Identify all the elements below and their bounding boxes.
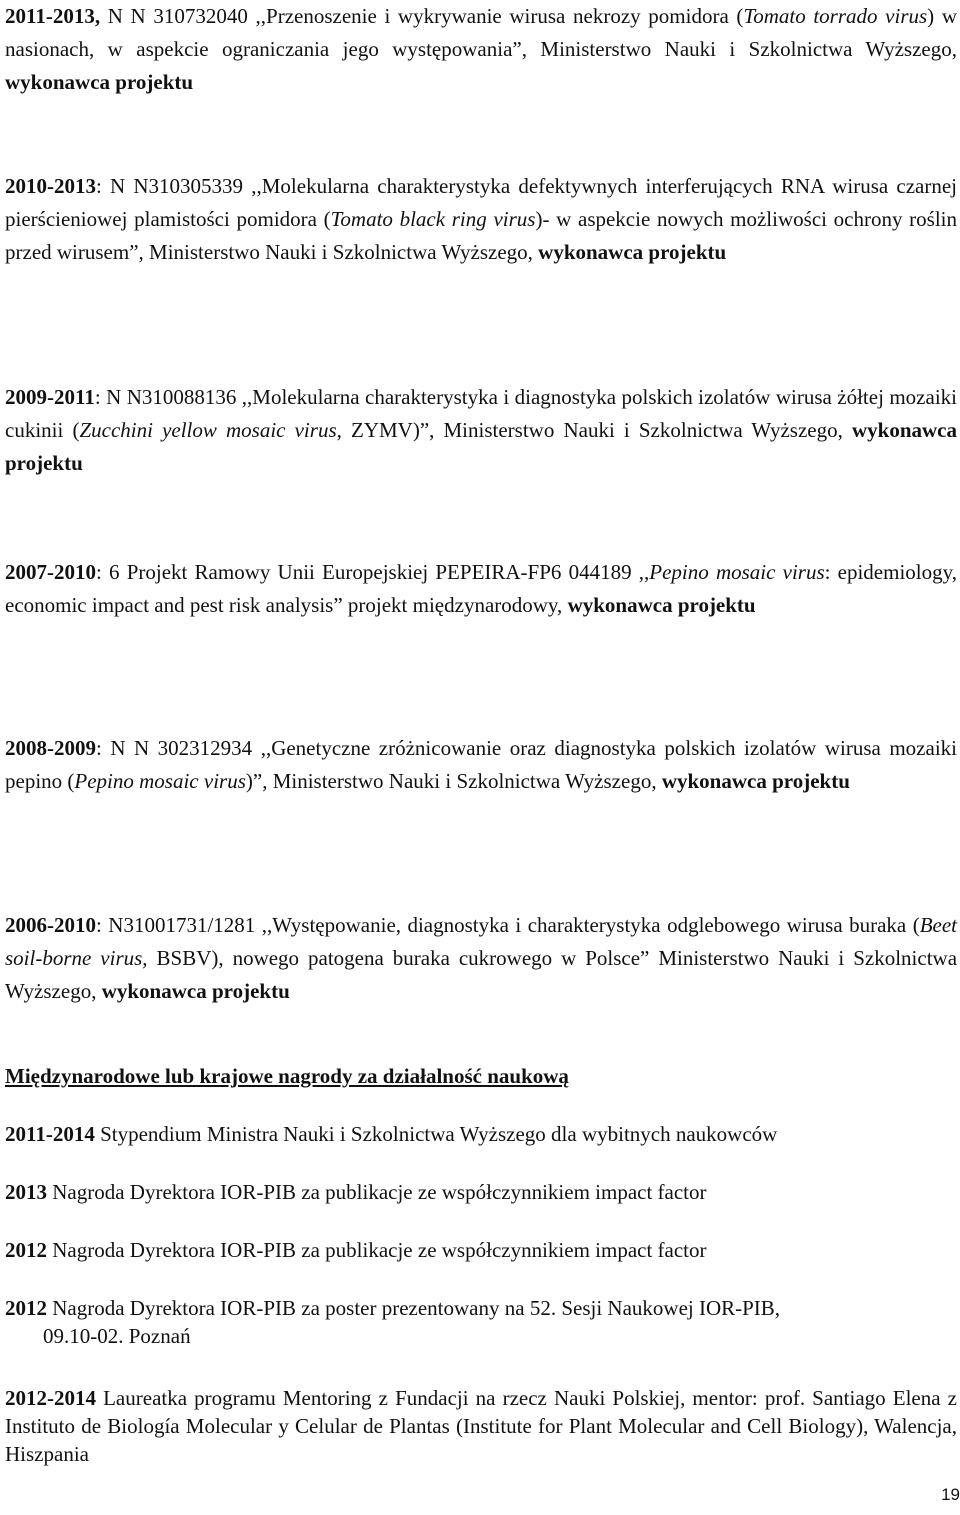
project-entry <box>5 0 957 99</box>
project-entry <box>5 381 957 480</box>
project-period: 2011-2013, <box>5 4 101 28</box>
virus-name: Tomato black ring virus <box>330 207 536 231</box>
project-text: : N31001731/1281 ,,Występowanie, diagnostyka i charakterystyka odglebowego wirusa buraka ( <box>96 913 920 937</box>
award-year: 2012 <box>5 1296 47 1320</box>
award-year: 2013 <box>5 1180 47 1204</box>
award-text: Stypendium Ministra Nauki i Szkolnictwa Wyższego dla wybitnych naukowców <box>94 1122 778 1146</box>
project-entry <box>5 170 957 269</box>
project-text: N N 310732040 ,,Przenoszenie i wykrywanie wirusa nekrozy pomidora ( <box>100 4 744 28</box>
project-period: 2009-2011 <box>5 385 95 409</box>
page-number: 19 <box>941 1485 960 1504</box>
award-entry <box>5 1384 957 1468</box>
award-entry <box>5 1178 960 1206</box>
project-period: 2006-2010 <box>5 913 96 937</box>
project-role: wykonawca projektu <box>661 769 850 793</box>
project-text: )- w aspekcie nowych możliwości ochrony roślin przed wirusem”, Ministerstwo Nauki i Szkolnictwa Wyższego, <box>5 207 957 264</box>
project-period: 2008-2009 <box>5 736 96 760</box>
award-year: 2011-2014 <box>5 1122 95 1146</box>
award-entry <box>5 1294 960 1350</box>
project-role: wykonawca projektu <box>5 418 957 475</box>
project-text: : N N310088136 ,,Molekularna charakterystyka i diagnostyka polskich izolatów wirusa żółtej mozaiki cukinii ( <box>5 385 957 442</box>
project-text: : 6 Projekt Ramowy Unii Europejskiej PEPEIRA-FP6 044189 ,, <box>96 560 650 584</box>
awards-heading: Międzynarodowe lub krajowe nagrody za działalność naukową <box>5 1064 569 1088</box>
award-text: Nagroda Dyrektora IOR-PIB za publikacje ze współczynnikiem impact factor <box>47 1180 707 1204</box>
project-text: , ZYMV)”, Ministerstwo Nauki i Szkolnictwa Wyższego, <box>336 418 852 442</box>
award-text: Laureatka programu Mentoring z Fundacji na rzecz Nauki Polskiej, mentor: prof. Santiago Elena z Instituto de Biología Molecular y Celular de Plantas (Institute for Plant Molecular and Cell Biology), Walencja, Hiszpania <box>5 1386 957 1466</box>
project-role: wykonawca projektu <box>101 979 290 1003</box>
project-period: 2007-2010 <box>5 560 96 584</box>
project-role: wykonawca projektu <box>538 240 727 264</box>
project-entry <box>5 556 957 622</box>
project-text: : N N 302312934 ,,Genetyczne zróżnicowanie oraz diagnostyka polskich izolatów wirusa mozaiki pepino ( <box>5 736 957 793</box>
award-entry <box>5 1120 960 1148</box>
project-text: : epidemiology, economic impact and pest risk analysis” projekt międzynarodowy, <box>5 560 958 617</box>
virus-name: Pepino mosaic virus <box>649 560 825 584</box>
virus-name: Tomato torrado virus <box>743 4 928 28</box>
project-text: BSBV), nowego patogena buraka cukrowego w Polsce” Ministerstwo Nauki i Szkolnictwa Wyższego, <box>5 946 958 1003</box>
project-entry <box>5 909 957 1008</box>
virus-name: Beet soil-borne virus, <box>5 913 957 970</box>
project-text: ) w nasionach, w aspekcie ograniczania jego występowania”, Ministerstwo Nauki i Szkolnictwa Wyższego, <box>5 4 957 61</box>
award-text: Nagroda Dyrektora IOR-PIB za poster prezentowany na 52. Sesji Naukowej IOR-PIB, <box>47 1296 781 1320</box>
virus-name: Pepino mosaic virus <box>74 769 246 793</box>
project-text: )”, Ministerstwo Nauki i Szkolnictwa Wyższego, <box>245 769 662 793</box>
project-entry <box>5 732 957 798</box>
award-year: 2012-2014 <box>5 1386 96 1410</box>
project-period: 2010-2013 <box>5 174 96 198</box>
virus-name: Zucchini yellow mosaic virus <box>79 418 337 442</box>
project-role: wykonawca projektu <box>567 593 756 617</box>
award-entry <box>5 1236 960 1264</box>
award-text-continuation: 09.10-02. Poznań <box>43 1324 191 1348</box>
project-role: wykonawca projektu <box>5 70 194 94</box>
award-text: Nagroda Dyrektora IOR-PIB za publikacje ze współczynnikiem impact factor <box>47 1238 707 1262</box>
project-text: : N N310305339 ,,Molekularna charakterystyka defektywnych interferujących RNA wirusa czarnej pierścieniowej plamistości pomidora ( <box>5 174 957 231</box>
award-year: 2012 <box>5 1238 47 1262</box>
